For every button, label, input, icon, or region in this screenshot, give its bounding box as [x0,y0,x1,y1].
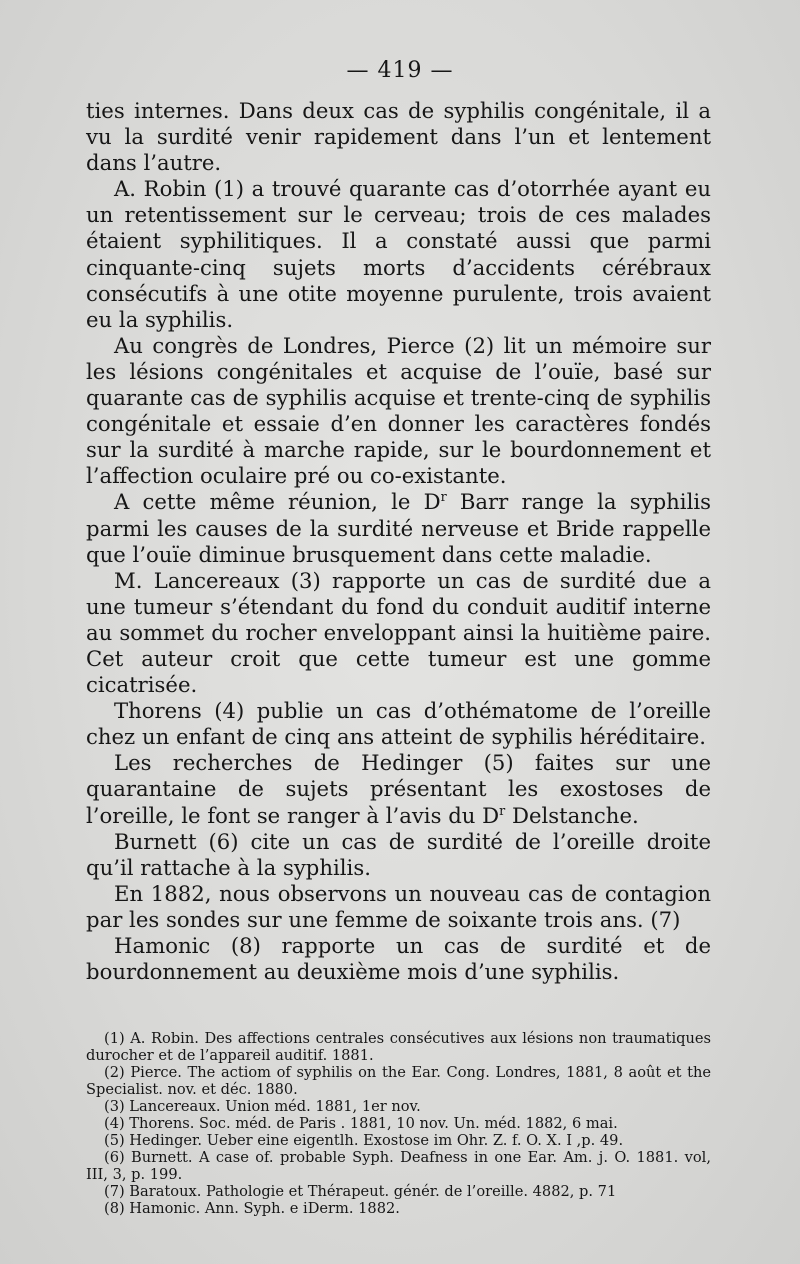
paragraph-hamonic: Hamonic (8) rapporte un cas de surdité et de bourdonnement au deuxième mois d’une syphilis. [86,933,711,985]
paragraph-1882: En 1882, nous observons un nouveau cas de contagion par les sondes sur une femme de soixante trois ans. (7) [86,880,711,932]
paragraph-hedinger [86,750,711,828]
body-text [86,98,711,985]
superscript: r [499,802,506,818]
paragraph-thorens: Thorens (4) publie un cas d’othématome de l’oreille chez un enfant de cinq ans atteint de syphilis héréditaire. [86,698,711,750]
paragraph-robin: A. Robin (1) a trouvé quarante cas d’otorrhée ayant eu un retentissement sur le cerveau; trois de ces malades étaient syphilitiques. Il a constaté aussi que parmi cinquante-cinq sujets morts d’accidents cérébraux consécutifs à une otite moyenne purulente, trois avaient eu la syphilis. [86,176,711,332]
footnote: (8) Hamonic. Ann. Syph. e iDerm. 1882. [104,1200,400,1217]
page-number: — 419 — [346,58,454,83]
superscript: r [440,489,447,505]
paragraph-burnett: Burnett (6) cite un cas de surdité de l’oreille droite qu’il rattache à la syphilis. [86,828,711,880]
footnotes [86,1030,711,1217]
paragraph-continued: ties internes. Dans deux cas de syphilis congénitale, il a vu la surdité venir rapidement dans l’un et lentement dans l’autre. [86,98,711,176]
text-segment: Barr range la syphilis parmi les causes de la surdité nerveuse et Bride rappelle que l’ouïe diminue brusquement dans cette maladie. [86,489,711,567]
footnote: (4) Thorens. Soc. méd. de Paris . 1881, 10 nov. Un. méd. 1882, 6 mai. [104,1115,618,1132]
footnote: (2) Pierce. The actiom of syphilis on the Ear. Cong. Londres, 1881, 8 août et the Specialist. nov. et déc. 1880. [86,1064,711,1098]
text-segment: A cette même réunion, le D [114,489,441,515]
text-segment: Les recherches de Hedinger (5) faites sur une quarantaine de sujets présentant les exostoses de l’oreille, le font se ranger à l’avis du D [86,750,711,828]
footnote: (3) Lancereaux. Union méd. 1881, 1er nov. [104,1098,421,1115]
footnote: (1) A. Robin. Des affections centrales consécutives aux lésions non traumatiques durocher et de l’appareil auditif. 1881. [86,1030,711,1064]
footnote: (6) Burnett. A case of. probable Syph. Deafness in one Ear. Am. j. O. 1881. vol, III, 3, p. 199. [86,1149,711,1183]
paragraph-pierce: Au congrès de Londres, Pierce (2) lit un mémoire sur les lésions congénitales et acquise de l’ouïe, basé sur quarante cas de syphilis acquise et trente-cinq de syphilis congénitale et essaie d’en donner les caractères fondés sur la surdité à marche rapide, sur le bourdonnement et l’affection oculaire pré ou co-existante. [86,332,711,489]
footnote: (7) Baratoux. Pathologie et Thérapeut. génér. de l’oreille. 4882, p. 71 [104,1183,617,1200]
paragraph-lancereaux: M. Lancereaux (3) rapporte un cas de surdité due a une tumeur s’étendant du fond du conduit auditif interne au sommet du rocher enveloppant ainsi la huitième paire. Cet auteur croit que cette tumeur est une gomme cicatrisée. [86,567,711,698]
footnote: (5) Hedinger. Ueber eine eigentlh. Exostose im Ohr. Z. f. O. X. I ,p. 49. [104,1132,624,1149]
text-segment: Delstanche. [505,802,639,828]
paragraph-barr [86,489,711,567]
